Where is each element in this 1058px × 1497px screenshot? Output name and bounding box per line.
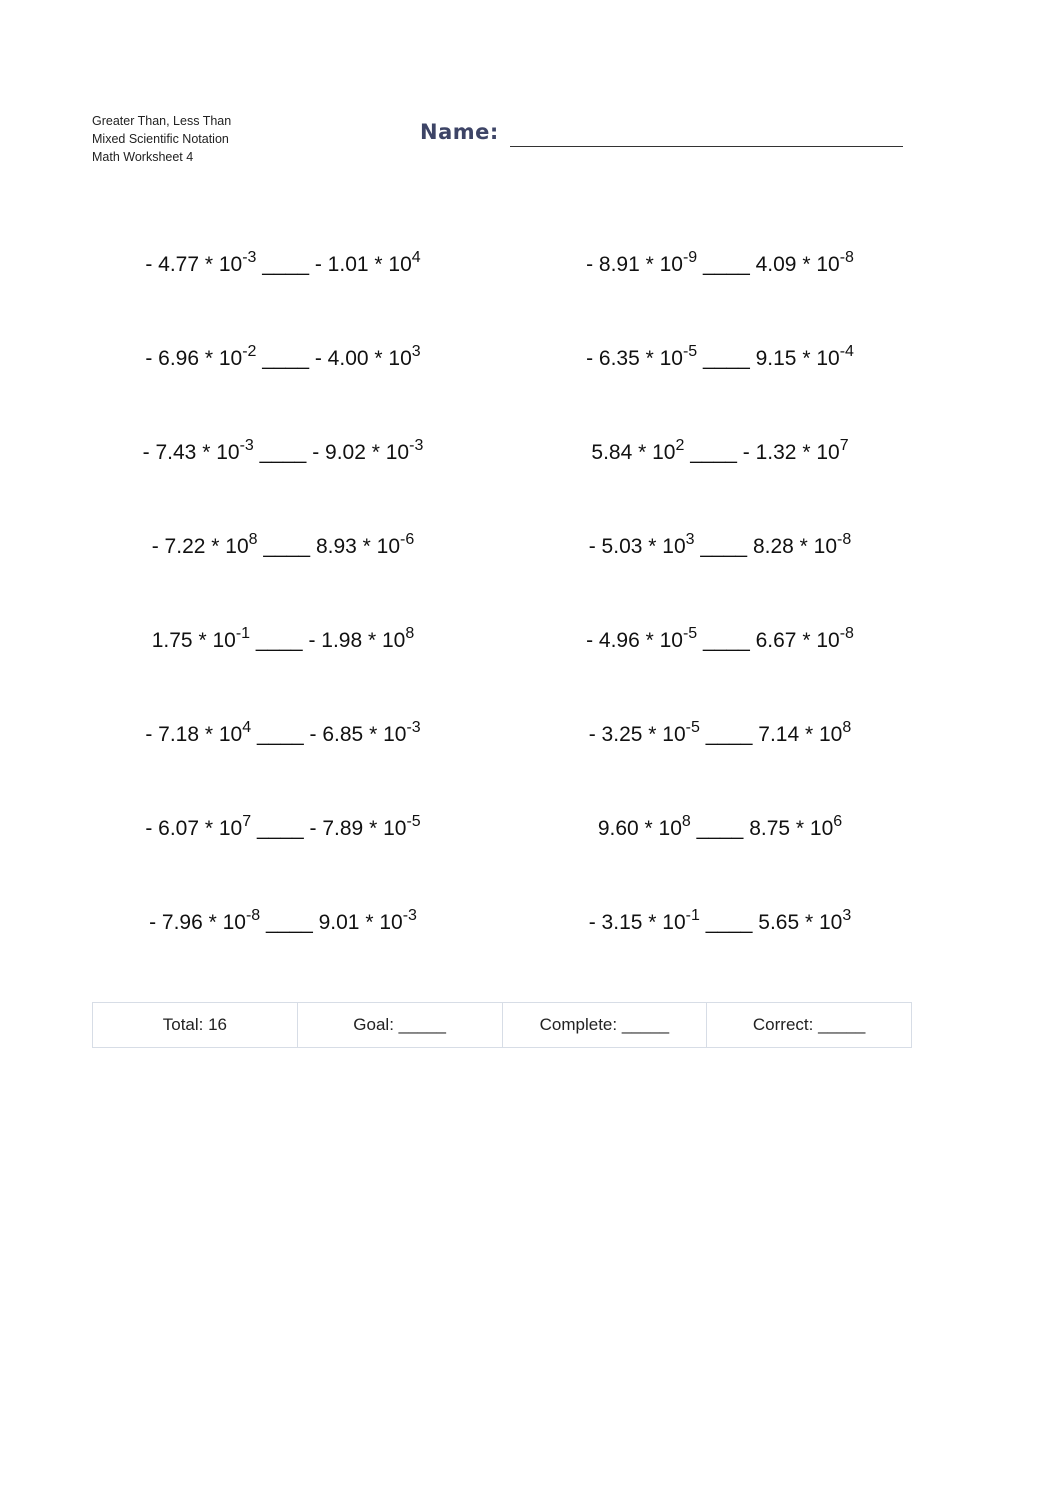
left-coefficient: 5.84 * 10 <box>591 441 676 464</box>
problem-item <box>73 438 493 468</box>
problem-item <box>510 532 930 562</box>
right-coefficient: - 1.98 * 10 <box>308 629 406 652</box>
left-coefficient: - 7.18 * 10 <box>145 723 243 746</box>
score-goal[interactable]: Goal: _____ <box>298 1003 503 1047</box>
score-table <box>92 1002 912 1048</box>
right-exponent: 8 <box>405 625 415 643</box>
left-coefficient: - 7.43 * 10 <box>142 441 240 464</box>
right-coefficient: - 9.02 * 10 <box>312 441 410 464</box>
problem-item <box>510 250 930 280</box>
worksheet-subtitle: Mixed Scientific Notation <box>92 132 229 146</box>
right-exponent: 7 <box>839 437 849 455</box>
answer-blank[interactable]: ____ <box>256 723 304 746</box>
left-exponent: -3 <box>239 437 254 455</box>
left-coefficient: - 3.25 * 10 <box>588 723 686 746</box>
answer-blank[interactable]: ____ <box>255 629 303 652</box>
left-exponent: 4 <box>242 719 252 737</box>
right-exponent: 3 <box>842 907 852 925</box>
worksheet-title: Greater Than, Less Than <box>92 114 232 128</box>
left-exponent: 8 <box>248 531 258 549</box>
right-exponent: -4 <box>839 343 854 361</box>
left-coefficient: - 6.35 * 10 <box>586 347 683 370</box>
left-coefficient: - 7.22 * 10 <box>151 535 249 558</box>
left-exponent: -9 <box>682 249 698 267</box>
problem-item <box>73 250 493 280</box>
problem-item <box>510 344 930 374</box>
left-exponent: -5 <box>682 343 698 361</box>
answer-blank[interactable]: ____ <box>259 441 307 464</box>
right-exponent: -8 <box>839 249 854 267</box>
problem-item <box>73 532 493 562</box>
left-coefficient: - 5.03 * 10 <box>588 535 686 558</box>
answer-blank[interactable]: ____ <box>256 817 304 840</box>
left-exponent: 7 <box>242 813 252 831</box>
left-coefficient: - 3.15 * 10 <box>588 911 686 934</box>
answer-blank[interactable]: ____ <box>262 347 310 370</box>
answer-blank[interactable]: ____ <box>263 535 311 558</box>
right-exponent: -3 <box>406 719 421 737</box>
right-coefficient: - 6.85 * 10 <box>309 723 407 746</box>
right-coefficient: 4.09 * 10 <box>755 253 840 276</box>
left-exponent: -8 <box>245 907 261 925</box>
right-coefficient: 9.15 * 10 <box>755 347 840 370</box>
right-coefficient: - 1.01 * 10 <box>314 253 412 276</box>
left-exponent: 3 <box>685 531 695 549</box>
left-coefficient: - 6.96 * 10 <box>145 347 243 370</box>
right-coefficient: 8.28 * 10 <box>752 535 838 558</box>
answer-blank[interactable]: ____ <box>262 253 310 276</box>
left-coefficient: - 6.07 * 10 <box>145 817 243 840</box>
right-coefficient: 6.67 * 10 <box>755 629 840 652</box>
right-coefficient: 8.75 * 10 <box>749 817 834 840</box>
answer-blank[interactable]: ____ <box>266 911 313 934</box>
right-exponent: -8 <box>839 625 854 643</box>
right-exponent: -6 <box>400 531 415 549</box>
answer-blank[interactable]: ____ <box>703 253 750 276</box>
answer-blank[interactable]: ____ <box>703 347 750 370</box>
left-coefficient: - 7.96 * 10 <box>149 911 246 934</box>
worksheet-number: Math Worksheet 4 <box>92 150 194 164</box>
problem-item <box>73 344 493 374</box>
right-exponent: -3 <box>402 907 417 925</box>
answer-blank[interactable]: ____ <box>705 723 753 746</box>
name-label: Name: <box>420 120 499 144</box>
right-coefficient: 9.01 * 10 <box>318 911 403 934</box>
right-exponent: 8 <box>842 719 852 737</box>
left-exponent: -3 <box>242 249 257 267</box>
right-exponent: -8 <box>837 531 852 549</box>
left-exponent: 8 <box>681 813 691 831</box>
left-exponent: -1 <box>235 625 251 643</box>
right-exponent: -3 <box>409 437 424 455</box>
left-exponent: -5 <box>682 625 698 643</box>
right-coefficient: - 1.32 * 10 <box>742 441 840 464</box>
left-coefficient: - 4.77 * 10 <box>145 253 243 276</box>
right-coefficient: 5.65 * 10 <box>758 911 843 934</box>
left-exponent: -5 <box>685 719 700 737</box>
problem-item <box>510 908 930 938</box>
answer-blank[interactable]: ____ <box>696 817 744 840</box>
right-coefficient: 7.14 * 10 <box>758 723 843 746</box>
problem-item <box>510 720 930 750</box>
score-total: Total: 16 <box>93 1003 298 1047</box>
problem-item <box>510 626 930 656</box>
left-exponent: -2 <box>242 343 257 361</box>
problem-item <box>73 814 493 844</box>
right-exponent: 6 <box>833 813 843 831</box>
right-exponent: 3 <box>411 343 421 361</box>
problem-item <box>73 626 493 656</box>
problem-item <box>73 720 493 750</box>
left-exponent: 2 <box>675 437 685 455</box>
right-coefficient: 8.93 * 10 <box>315 535 401 558</box>
right-coefficient: - 7.89 * 10 <box>309 817 407 840</box>
left-coefficient: - 8.91 * 10 <box>586 253 683 276</box>
answer-blank[interactable]: ____ <box>703 629 750 652</box>
problem-item <box>510 438 930 468</box>
left-coefficient: - 4.96 * 10 <box>586 629 683 652</box>
left-coefficient: 1.75 * 10 <box>151 629 236 652</box>
left-exponent: -1 <box>685 907 700 925</box>
problem-item <box>510 814 930 844</box>
answer-blank[interactable]: ____ <box>690 441 737 464</box>
right-exponent: 4 <box>411 249 421 267</box>
answer-blank[interactable]: ____ <box>700 535 748 558</box>
problem-item <box>73 908 493 938</box>
score-complete[interactable]: Complete: _____ <box>503 1003 708 1047</box>
right-exponent: -5 <box>406 813 421 831</box>
answer-blank[interactable]: ____ <box>705 911 753 934</box>
left-coefficient: 9.60 * 10 <box>597 817 682 840</box>
right-coefficient: - 4.00 * 10 <box>314 347 412 370</box>
score-correct[interactable]: Correct: _____ <box>752 1015 866 1034</box>
